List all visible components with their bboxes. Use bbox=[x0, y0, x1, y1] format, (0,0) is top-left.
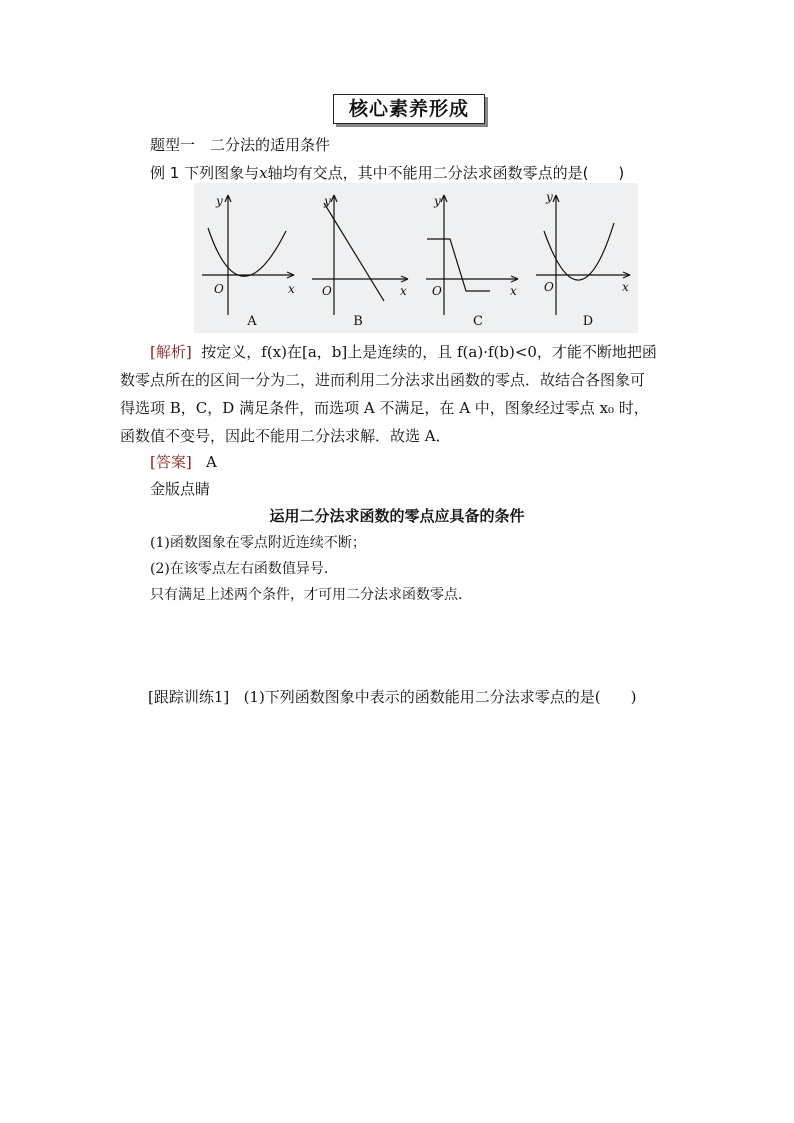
conditions-summary: 只有满足上述两个条件，才可用二分法求函数零点． bbox=[150, 587, 472, 603]
practice-question bbox=[148, 686, 637, 707]
answer-line bbox=[150, 451, 217, 472]
topic-heading: 题型一 二分法的适用条件 bbox=[150, 136, 331, 154]
example-prefix: 下列图象与 bbox=[184, 164, 260, 182]
origin-label: O bbox=[432, 284, 442, 298]
tip-heading: 金版点睛 bbox=[150, 480, 211, 498]
axis-x-label: x bbox=[510, 284, 517, 298]
origin-label: O bbox=[544, 280, 554, 294]
axis-y-label: y bbox=[324, 194, 331, 208]
practice-tag: [跟踪训练1] bbox=[148, 688, 230, 706]
answer-tag: [答案] bbox=[150, 453, 192, 471]
panel-label: C bbox=[473, 314, 483, 329]
conditions-heading: 运用二分法求函数的零点应具备的条件 bbox=[269, 507, 525, 525]
panel-label: D bbox=[582, 314, 594, 329]
origin-label: O bbox=[214, 282, 224, 296]
analysis-line-4: 函数值不变号，因此不能用二分法求解．故选 A． bbox=[120, 427, 451, 445]
analysis-line-2: 数零点所在的区间一分为二，进而利用二分法求出函数的零点．故结合各图象可 bbox=[120, 371, 646, 389]
analysis-paragraph bbox=[120, 338, 690, 450]
answer-value: A bbox=[206, 453, 217, 471]
panel-label: A bbox=[247, 314, 257, 329]
example-label: 例 1 bbox=[150, 164, 180, 182]
axis-y-label: y bbox=[546, 190, 553, 204]
example-suffix: 轴均有交点，其中不能用二分法求函数零点的是( ) bbox=[267, 164, 625, 182]
axis-y-label: y bbox=[216, 194, 223, 208]
practice-text: (1)下列函数图象中表示的函数能用二分法求零点的是( ) bbox=[243, 688, 637, 706]
example-question bbox=[150, 162, 624, 183]
graphs-figure bbox=[194, 183, 638, 333]
panel-label: B bbox=[353, 314, 363, 329]
condition-item-1: (1)函数图象在零点附近连续不断； bbox=[150, 535, 366, 551]
axis-x-label: x bbox=[622, 280, 629, 294]
axis-y-label: y bbox=[434, 194, 441, 208]
example-var-x: x bbox=[259, 164, 268, 182]
axis-x-label: x bbox=[400, 284, 407, 298]
analysis-line-3: 得选项 B，C，D 满足条件，而选项 A 不满足，在 A 中，图象经过零点 x₀ 时， bbox=[120, 399, 649, 417]
analysis-tag: [解析] bbox=[150, 343, 192, 361]
origin-label: O bbox=[322, 284, 332, 298]
condition-item-2: (2)在该零点左右函数值异号． bbox=[150, 561, 338, 577]
section-title: 核心素养形成 bbox=[333, 94, 485, 124]
axis-x-label: x bbox=[288, 282, 295, 296]
analysis-line-1: 按定义，f(x)在[a，b]上是连续的，且 f(a)·f(b)<0，才能不断地把函 bbox=[201, 343, 657, 361]
